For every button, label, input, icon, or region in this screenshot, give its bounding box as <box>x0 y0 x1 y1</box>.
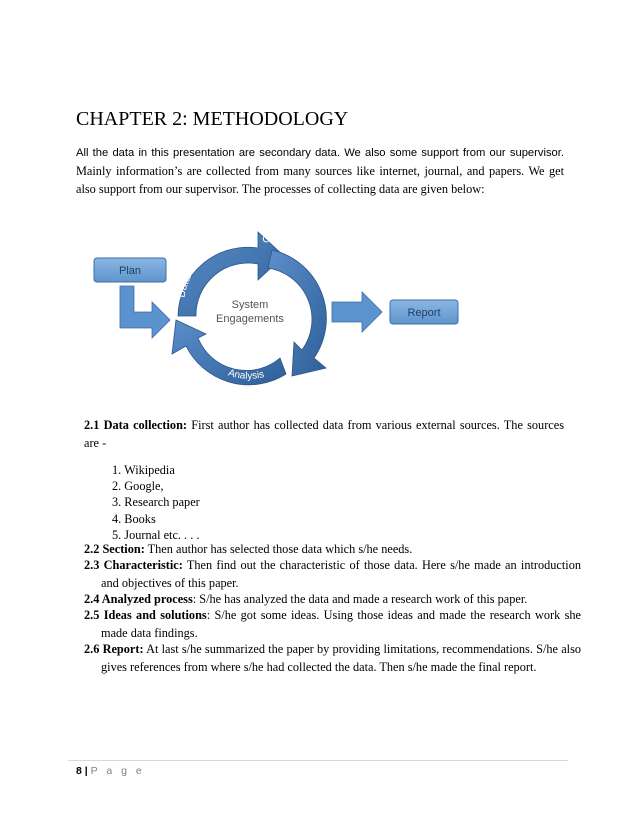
section-text: : S/he has analyzed the data and made a research work of this paper. <box>192 592 528 606</box>
source-list <box>112 462 200 543</box>
arc-label-analysis: Analysis <box>226 367 266 382</box>
list-item: 5. Journal etc. . . . <box>112 527 200 542</box>
section-text: Then author has selected those data which s/he needs. <box>144 542 413 556</box>
section-heading: 2.2 Section: <box>84 542 145 556</box>
chapter-title: CHAPTER 2: METHODOLOGY <box>76 108 349 130</box>
section-heading: 2.5 Ideas and solutions <box>84 608 207 622</box>
section-heading: 2.6 Report: <box>84 642 144 656</box>
list-item: 1. Wikipedia <box>112 463 175 477</box>
section-2-3 <box>84 556 581 592</box>
section-2-6 <box>84 640 581 676</box>
center-label-line1: System <box>231 299 269 311</box>
methodology-diagram <box>88 228 468 388</box>
footer-separator: | <box>81 765 91 777</box>
intro-paragraph <box>76 143 564 198</box>
plan-arrow <box>120 286 170 338</box>
arc-label-characterization: Characterization <box>261 232 330 285</box>
list-item: 3. Research paper <box>112 495 200 510</box>
section-text: At last s/he summarized the paper by providing limitations, recommendations. S/he also gives references from where s/he had collected the data. Then s/he made the final report. <box>101 642 581 674</box>
page-word: P a g e <box>90 765 145 777</box>
section-2-1-text: First author has collected data from various external sources. The sources are - <box>84 418 564 450</box>
intro-sentence-2: Mainly information’s are collected from many sources like internet, journal, and papers. We get also support from our supervisor. The processes of collecting data are given below: <box>76 164 564 196</box>
report-arrow <box>332 292 382 332</box>
list-item: 2. Google, <box>112 479 164 494</box>
section-text: Then find out the characteristic of those data. Here s/he made an introduction and objectives of this paper. <box>101 558 582 590</box>
section-heading: 2.4 Analyzed process <box>84 592 193 606</box>
list-item: 4. Books <box>112 511 156 526</box>
page-footer <box>76 765 145 777</box>
section-2-5 <box>84 606 581 642</box>
intro-sentence-1: All the data in this presentation are secondary data. We also some support from our supervisor. <box>76 147 564 159</box>
report-label: Report <box>407 307 441 319</box>
plan-label: Plan <box>118 265 142 277</box>
section-2-1-heading: 2.1 Data collection: <box>84 418 188 432</box>
section-heading: 2.3 Characteristic: <box>84 558 183 572</box>
section-text: : S/he got some ideas. Using those ideas and made the research work she made data findings. <box>101 608 581 640</box>
arc-label-data-collection: Data Collection <box>175 237 229 299</box>
section-2-1 <box>84 416 564 452</box>
page-number: 8 <box>76 765 82 777</box>
center-label-line2: Engagements <box>216 313 284 325</box>
footer-divider <box>68 760 568 761</box>
